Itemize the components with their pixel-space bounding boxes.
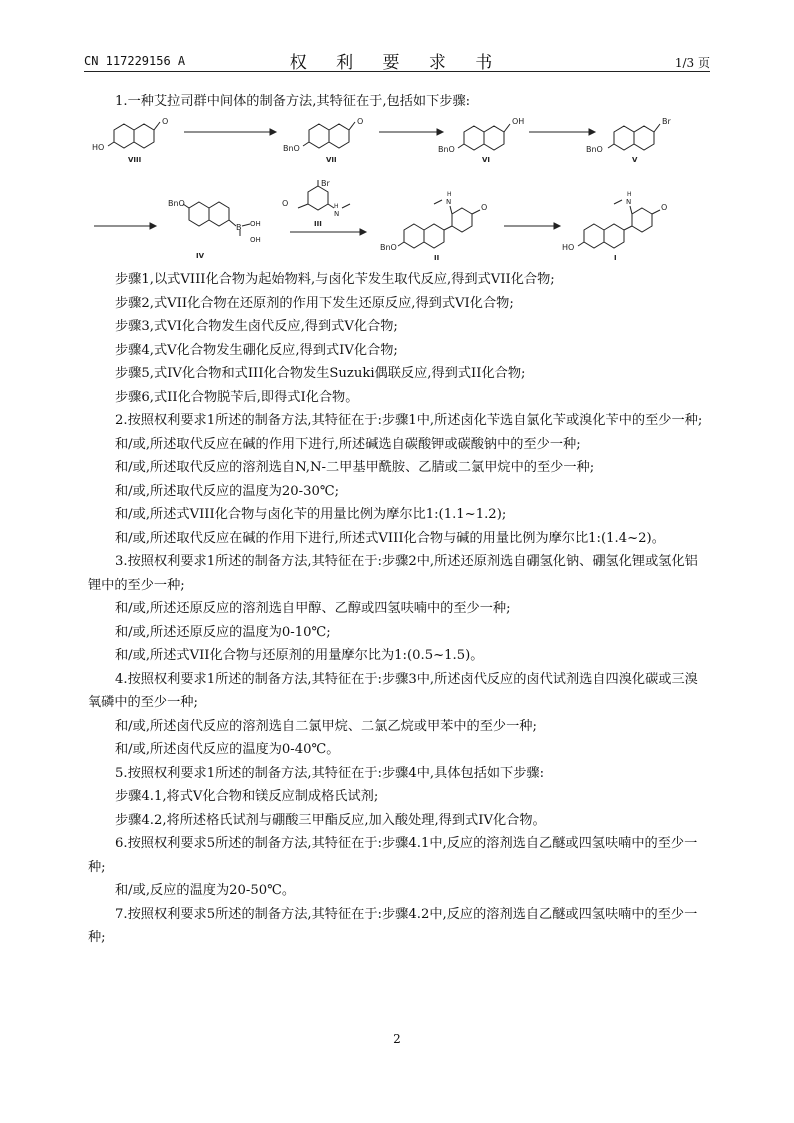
label-iv: IV (196, 252, 205, 260)
paragraph: 步骤3,式VI化合物发生卤代反应,得到式V化合物; (115, 319, 398, 334)
doc-number: CN 117229156 A (84, 54, 186, 68)
paragraph: 3.按照权利要求1所述的制备方法,其特征在于:步骤2中,所述还原剂选自硼氢化钠、硼氢化锂或氢化铝锂中的至少一种; (88, 554, 698, 593)
paragraph: 和/或,所述还原反应的溶剂选自甲醇、乙醇或四氢呋喃中的至少一种; (115, 601, 511, 616)
group-o-1: O (162, 117, 169, 126)
group-oh-2: OH (250, 220, 261, 228)
paragraph: 6.按照权利要求5所述的制备方法,其特征在于:步骤4.1中,反应的溶剂选自乙醚或四氢呋喃中的至少一种; (88, 836, 698, 875)
group-o-4: O (481, 203, 488, 212)
paragraph: 和/或,所述取代反应的溶剂选自N,N-二甲基甲酰胺、乙腈或二氯甲烷中的至少一种; (115, 460, 595, 475)
compound-vii-structure (303, 122, 355, 148)
group-bno-2: BnO (438, 145, 455, 154)
group-o-3: O (282, 199, 289, 208)
group-o-2: O (357, 117, 364, 126)
paragraph: 步骤5,式IV化合物和式III化合物发生Suzuki偶联反应,得到式II化合物; (115, 366, 526, 381)
group-n-3: N (626, 198, 632, 206)
compound-v-structure (608, 124, 660, 150)
group-h-2: H (447, 191, 452, 198)
paragraph: 7.按照权利要求5所述的制备方法,其特征在于:步骤4.2中,反应的溶剂选自乙醚或四氢呋喃中的至少一种; (88, 906, 698, 945)
paragraph: 和/或,所述取代反应在碱的作用下进行,所述碱选自碳酸钾或碳酸钠中的至少一种; (115, 436, 581, 452)
paragraph: 2.按照权利要求1所述的制备方法,其特征在于:步骤1中,所述卤化苄选自氯化苄或溴化苄中的至少一种; (115, 413, 703, 428)
label-viii: VIII (128, 156, 142, 164)
compound-ii-structure (398, 200, 480, 248)
paragraph: 4.按照权利要求1所述的制备方法,其特征在于:步骤3中,所述卤代反应的卤代试剂选自四溴化碳或三溴氧磷中的至少一种; (88, 671, 698, 710)
group-n-1: N (334, 210, 340, 218)
compound-i-structure (578, 200, 660, 248)
paragraph: 步骤2,式VII化合物在还原剂的作用下发生还原反应,得到式VI化合物; (115, 295, 514, 311)
group-bno-1: BnO (283, 144, 300, 153)
compound-vi-structure (458, 124, 510, 150)
label-i: I (614, 254, 617, 262)
group-n-2: N (446, 198, 452, 206)
group-oh-1: OH (512, 117, 525, 126)
paragraph: 步骤4.1,将式V化合物和镁反应制成格氏试剂; (115, 789, 379, 804)
label-iii: III (314, 220, 322, 228)
scheme-row-2 (84, 178, 710, 264)
paragraph: 和/或,所述式VII化合物与还原剂的用量摩尔比为1:(0.5~1.5)。 (115, 648, 484, 663)
group-o-5: O (661, 203, 668, 212)
group-bno-3: BnO (586, 145, 603, 154)
group-h-3: H (627, 191, 632, 198)
paragraph: 步骤4.2,将所述格氏试剂与硼酸三甲酯反应,加入酸处理,得到式IV化合物。 (115, 812, 546, 828)
scheme-row-1 (84, 112, 710, 172)
label-v: V (632, 156, 638, 164)
paragraph: 和/或,所述取代反应的温度为20-30℃; (115, 483, 340, 499)
group-ho-1: HO (92, 143, 105, 152)
paragraph: 和/或,所述式VIII化合物与卤化苄的用量比例为摩尔比1:(1.1~1.2); (115, 507, 507, 522)
page-of: 1/3 页 (674, 56, 710, 70)
compound-viii-structure (108, 122, 160, 148)
label-vii: VII (326, 156, 337, 164)
claims-body (88, 268, 710, 950)
page-header (84, 48, 710, 73)
paragraph: 和/或,所述卤代反应的温度为0-40℃。 (115, 742, 340, 757)
paragraph: 步骤6,式II化合物脱苄后,即得式I化合物。 (115, 389, 359, 405)
paragraph: 步骤1,以式VIII化合物为起始物料,与卤化苄发生取代反应,得到式VII化合物; (115, 272, 555, 287)
paragraph: 和/或,所述还原反应的温度为0-10℃; (115, 624, 331, 640)
header-rule (84, 71, 710, 72)
page-title: 权 利 要 求 书 (289, 53, 505, 73)
group-bno-4: BnO (168, 199, 185, 208)
paragraph: 和/或,反应的温度为20-50℃。 (115, 883, 296, 898)
page-number: 2 (393, 1032, 401, 1046)
label-ii: II (434, 254, 440, 262)
group-b: B (236, 223, 242, 232)
claim1-intro: 1.一种艾拉司群中间体的制备方法,其特征在于,包括如下步骤: (115, 94, 471, 109)
group-oh-3: OH (250, 236, 261, 244)
paragraph: 5.按照权利要求1所述的制备方法,其特征在于:步骤4中,具体包括如下步骤: (115, 765, 545, 781)
paragraph: 和/或,所述卤代反应的溶剂选自二氯甲烷、二氯乙烷或甲苯中的至少一种; (115, 718, 537, 734)
paragraph: 和/或,所述取代反应在碱的作用下进行,所述式VIII化合物与碱的用量比例为摩尔比1:(1.4~2)。 (115, 530, 665, 546)
label-vi: VI (482, 156, 491, 164)
group-br-2: Br (321, 179, 330, 188)
paragraph: 步骤4,式V化合物发生硼化反应,得到式IV化合物; (115, 342, 398, 358)
group-bno-5: BnO (380, 243, 397, 252)
group-br-1: Br (662, 117, 671, 126)
group-ho-2: HO (562, 243, 575, 252)
group-h-1: H (334, 203, 339, 210)
